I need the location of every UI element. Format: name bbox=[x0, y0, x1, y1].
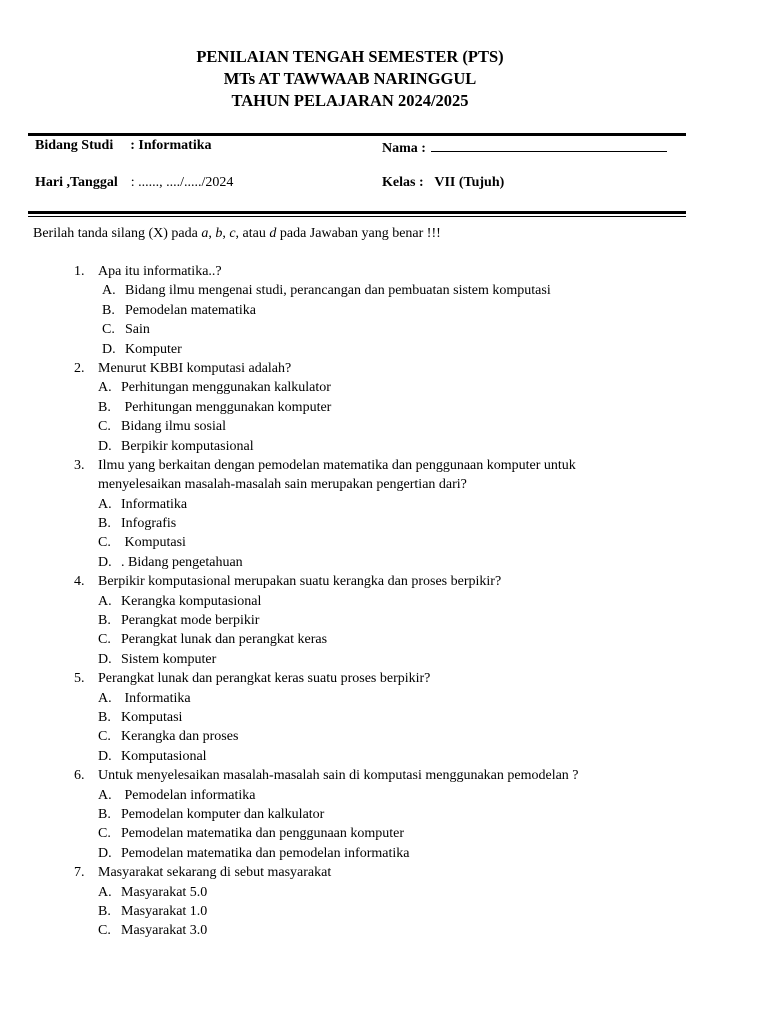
question-list bbox=[0, 262, 768, 941]
option-text: . Bidang pengetahuan bbox=[121, 554, 243, 570]
answer-option[interactable] bbox=[0, 650, 768, 669]
answer-option[interactable] bbox=[0, 340, 768, 359]
question-text: Untuk menyelesaikan masalah-masalah sain di komputasi menggunakan pemodelan ? bbox=[98, 768, 579, 784]
option-text: Komputasi bbox=[121, 709, 183, 725]
option-letter: B. bbox=[102, 302, 115, 318]
name-blank-line[interactable] bbox=[431, 137, 667, 152]
instruction-text: Berilah tanda silang (X) pada a, b, c, atau d pada Jawaban yang benar !!! bbox=[33, 226, 441, 241]
option-text: Pemodelan informatika bbox=[121, 787, 256, 803]
class-label: Kelas : bbox=[382, 175, 424, 190]
answer-option[interactable] bbox=[0, 805, 768, 824]
question-number: 4. bbox=[74, 574, 85, 590]
subject-label: Bidang Studi bbox=[35, 138, 114, 153]
option-letter: C. bbox=[98, 535, 111, 551]
answer-option[interactable] bbox=[0, 398, 768, 417]
class-value: VII (Tujuh) bbox=[434, 175, 505, 190]
option-text: Pemodelan komputer dan kalkulator bbox=[121, 806, 325, 822]
option-text: Komputasional bbox=[121, 748, 207, 764]
date-label: Hari ,Tanggal bbox=[35, 175, 118, 190]
answer-option[interactable] bbox=[0, 611, 768, 630]
subject-field bbox=[35, 137, 212, 155]
option-text: Pemodelan matematika bbox=[125, 302, 257, 318]
option-text: Sain bbox=[125, 322, 150, 338]
exam-header bbox=[0, 46, 700, 112]
answer-option[interactable] bbox=[0, 320, 768, 339]
option-letter: C. bbox=[98, 632, 111, 648]
answer-option[interactable] bbox=[0, 437, 768, 456]
option-text: Perhitungan menggunakan kalkulator bbox=[121, 380, 331, 396]
option-letter: A. bbox=[98, 380, 112, 396]
question-text: Berpikir komputasional merupakan suatu kerangka dan proses berpikir? bbox=[98, 574, 502, 590]
option-letter: C. bbox=[98, 729, 111, 745]
question-text: Menurut KBBI komputasi adalah? bbox=[98, 360, 292, 376]
answer-option[interactable] bbox=[0, 689, 768, 708]
option-letter: C. bbox=[98, 826, 111, 842]
question-text: Ilmu yang berkaitan dengan pemodelan matematika dan penggunaan komputer untuk bbox=[98, 457, 576, 473]
option-letter: A. bbox=[102, 283, 116, 299]
option-letter: C. bbox=[98, 923, 111, 939]
option-text: Berpikir komputasional bbox=[121, 438, 254, 454]
answer-option[interactable] bbox=[0, 824, 768, 843]
option-letter: B. bbox=[98, 399, 111, 415]
option-text: Komputasi bbox=[121, 535, 186, 551]
question-number: 2. bbox=[74, 360, 85, 376]
option-letter: D. bbox=[102, 341, 116, 357]
option-text: Kerangka komputasional bbox=[121, 593, 262, 609]
option-text: Kerangka dan proses bbox=[121, 729, 239, 745]
answer-option[interactable] bbox=[0, 592, 768, 611]
answer-option[interactable] bbox=[0, 417, 768, 436]
date-field bbox=[35, 174, 233, 192]
answer-option[interactable] bbox=[0, 902, 768, 921]
option-text: Infografis bbox=[121, 516, 177, 532]
question-text-continued: menyelesaikan masalah-masalah sain merupakan pengertian dari? bbox=[98, 477, 467, 493]
top-divider bbox=[28, 133, 686, 136]
option-text: Komputer bbox=[125, 341, 182, 357]
question-text: Masyarakat sekarang di sebut masyarakat bbox=[98, 865, 332, 881]
answer-option[interactable] bbox=[0, 378, 768, 397]
option-text: Pemodelan matematika dan pemodelan informatika bbox=[121, 845, 410, 861]
option-letter: D. bbox=[98, 845, 112, 861]
option-letter: C. bbox=[98, 419, 111, 435]
question-text: Apa itu informatika..? bbox=[98, 264, 222, 279]
option-letter: A. bbox=[98, 787, 112, 803]
answer-option[interactable] bbox=[0, 630, 768, 649]
question-text: Perangkat lunak dan perangkat keras suatu proses berpikir? bbox=[98, 671, 431, 687]
question-number: 1. bbox=[74, 264, 85, 279]
option-text: Perangkat mode berpikir bbox=[121, 613, 260, 629]
option-letter: D. bbox=[98, 554, 112, 570]
question-5 bbox=[0, 669, 768, 766]
question-number: 5. bbox=[74, 671, 85, 687]
question-2 bbox=[0, 359, 768, 456]
answer-option[interactable] bbox=[0, 747, 768, 766]
option-text: Bidang ilmu mengenai studi, perancangan dan pembuatan sistem komputasi bbox=[125, 283, 551, 299]
name-label: Nama : bbox=[382, 141, 426, 156]
question-1 bbox=[0, 262, 768, 359]
option-letter: B. bbox=[98, 516, 111, 532]
option-letter: A. bbox=[98, 593, 112, 609]
subject-value: : Informatika bbox=[130, 138, 212, 153]
answer-option[interactable] bbox=[0, 786, 768, 805]
exam-title: PENILAIAN TENGAH SEMESTER (PTS) bbox=[196, 47, 504, 66]
answer-option[interactable] bbox=[0, 495, 768, 514]
option-letter: D. bbox=[98, 748, 112, 764]
option-letter: A. bbox=[98, 496, 112, 512]
answer-option[interactable] bbox=[0, 844, 768, 863]
question-3 bbox=[0, 456, 768, 572]
answer-option[interactable] bbox=[0, 921, 768, 940]
option-letter: D. bbox=[98, 438, 112, 454]
bottom-divider-thick bbox=[28, 211, 686, 214]
option-text: Masyarakat 5.0 bbox=[121, 884, 208, 900]
question-number: 7. bbox=[74, 865, 85, 881]
question-4 bbox=[0, 572, 768, 669]
option-letter: B. bbox=[98, 709, 111, 725]
class-field bbox=[382, 174, 504, 192]
answer-option[interactable] bbox=[0, 514, 768, 533]
date-value: : ......, ..../...../2024 bbox=[130, 175, 234, 190]
name-field bbox=[382, 137, 667, 158]
answer-option[interactable] bbox=[0, 727, 768, 746]
option-text: Informatika bbox=[121, 496, 188, 512]
option-letter: A. bbox=[98, 884, 112, 900]
option-text: Informatika bbox=[121, 690, 191, 706]
option-letter: D. bbox=[98, 651, 112, 667]
answer-option[interactable] bbox=[0, 553, 768, 572]
option-letter: A. bbox=[98, 690, 112, 706]
academic-year: TAHUN PELAJARAN 2024/2025 bbox=[231, 91, 469, 110]
question-7 bbox=[0, 863, 768, 941]
option-text: Sistem komputer bbox=[121, 651, 217, 667]
option-text: Perhitungan menggunakan komputer bbox=[121, 399, 332, 415]
option-letter: B. bbox=[98, 903, 111, 919]
question-6 bbox=[0, 766, 768, 863]
answer-option[interactable] bbox=[0, 281, 768, 300]
bottom-divider-thin bbox=[28, 216, 686, 217]
option-text: Masyarakat 1.0 bbox=[121, 903, 208, 919]
option-text: Masyarakat 3.0 bbox=[121, 923, 208, 939]
option-letter: B. bbox=[98, 613, 111, 629]
option-letter: B. bbox=[98, 806, 111, 822]
question-number: 3. bbox=[74, 457, 85, 473]
option-letter: C. bbox=[102, 322, 115, 338]
question-number: 6. bbox=[74, 768, 85, 784]
school-name: MTs AT TAWWAAB NARINGGUL bbox=[223, 69, 477, 88]
answer-option[interactable] bbox=[0, 708, 768, 727]
option-text: Perangkat lunak dan perangkat keras bbox=[121, 632, 328, 648]
answer-option[interactable] bbox=[0, 301, 768, 320]
option-text: Bidang ilmu sosial bbox=[121, 419, 226, 435]
option-text: Pemodelan matematika dan penggunaan komputer bbox=[121, 826, 405, 842]
answer-option[interactable] bbox=[0, 883, 768, 902]
answer-option[interactable] bbox=[0, 533, 768, 552]
